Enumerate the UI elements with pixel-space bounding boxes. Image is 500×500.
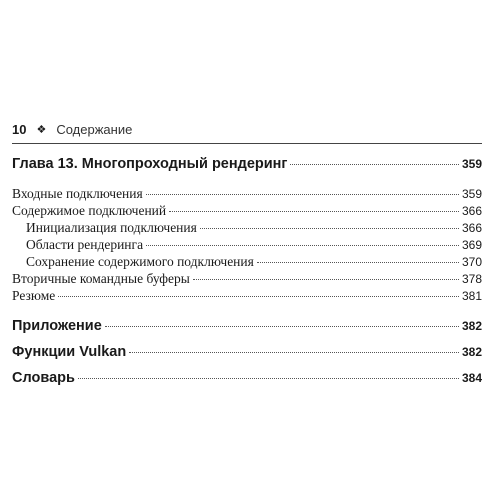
toc-page: 381 <box>461 289 482 303</box>
toc-page: 378 <box>461 272 482 286</box>
toc-page: 384 <box>461 371 482 385</box>
toc-entry-input-attachments[interactable] <box>12 185 482 202</box>
dot-leader <box>257 262 459 263</box>
dot-leader <box>146 194 459 195</box>
toc-label: Приложение <box>12 318 102 334</box>
running-title: Содержание <box>56 122 133 137</box>
toc-page: 359 <box>461 157 482 171</box>
toc-entry-secondary-buffers[interactable] <box>12 270 482 287</box>
toc-page: 369 <box>461 238 482 252</box>
dot-leader <box>129 352 459 353</box>
toc-label: Области рендеринга <box>26 237 144 252</box>
toc-entry-save-contents[interactable] <box>12 253 482 270</box>
toc-label: Вторичные командные буферы <box>12 271 190 286</box>
header-rule <box>12 143 482 144</box>
page-number: 10 <box>12 122 27 137</box>
toc-page: 382 <box>461 345 482 359</box>
dot-leader <box>146 245 459 246</box>
toc-page: 382 <box>461 319 482 333</box>
toc-label: Глава 13. Многопроходный рендеринг <box>12 156 288 172</box>
toc-chapter-13[interactable] <box>12 153 482 175</box>
dot-leader <box>290 164 459 165</box>
toc-page: 359 <box>461 187 482 201</box>
toc-page: 366 <box>461 204 482 218</box>
toc-label: Инициализация подключения <box>26 220 197 235</box>
dot-leader <box>78 378 459 379</box>
toc-section-glossary[interactable] <box>12 365 482 391</box>
dot-leader <box>58 296 459 297</box>
toc-label: Резюме <box>12 288 56 303</box>
toc-entry-render-areas[interactable] <box>12 236 482 253</box>
toc-entry-attachment-init[interactable] <box>12 219 482 236</box>
toc-entry-summary[interactable] <box>12 287 482 304</box>
dot-leader <box>169 211 459 212</box>
table-of-contents <box>12 153 482 391</box>
toc-section-appendix[interactable] <box>12 313 482 339</box>
ornament-icon: ❖ <box>36 124 47 136</box>
spacer <box>12 175 482 185</box>
toc-label: Содержимое подключений <box>12 203 167 218</box>
toc-page: 366 <box>461 221 482 235</box>
toc-section-vulkan-functions[interactable] <box>12 339 482 365</box>
dot-leader <box>200 228 459 229</box>
dot-leader <box>105 326 459 327</box>
dot-leader <box>193 279 459 280</box>
spacer <box>12 304 482 313</box>
toc-entry-attachment-contents[interactable] <box>12 202 482 219</box>
toc-page: 370 <box>461 255 482 269</box>
running-header <box>12 120 482 140</box>
toc-label: Словарь <box>12 370 75 386</box>
toc-label: Функции Vulkan <box>12 344 127 360</box>
toc-label: Входные подключения <box>12 186 143 201</box>
toc-label: Сохранение содержимого подключения <box>26 254 254 269</box>
